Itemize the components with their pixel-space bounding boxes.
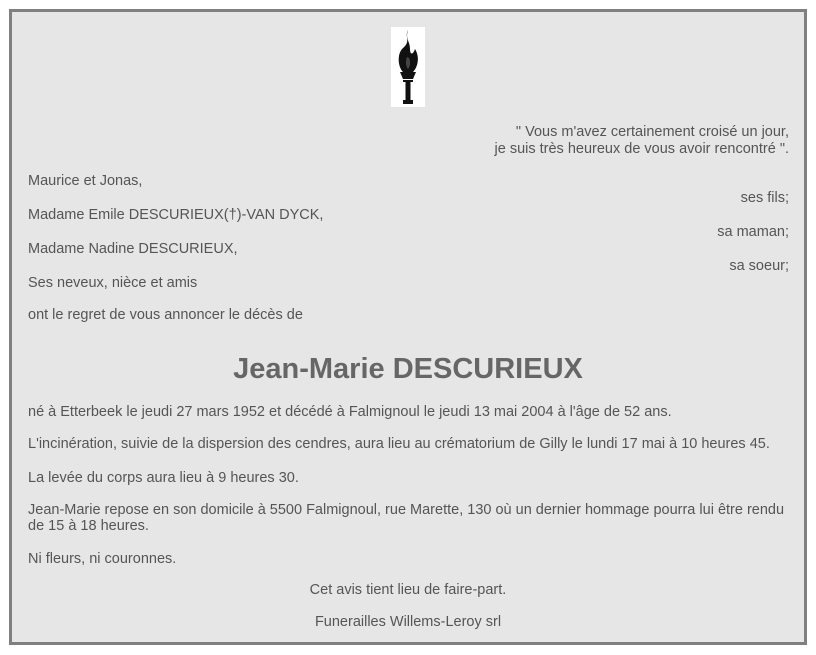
cremation-text: L'incinération, suivie de la dispersion des cendres, aura lieu au crématorium de Gilly le lundi 17 mai à 10 heures 45.: [28, 436, 770, 452]
flowers-text: Ni fleurs, ni couronnes.: [28, 551, 177, 567]
funeral-home-text: Funerailles Willems-Leroy srl: [314, 614, 502, 630]
birth-death-text: né à Etterbeek le jeudi 27 mars 1952 et décédé à Falmignoul le jeudi 13 mai 2004 à l'âge de 52 ans.: [28, 404, 672, 420]
family-relation-2: sa maman;: [717, 224, 789, 240]
family-relation-3: sa soeur;: [729, 258, 789, 274]
announcement-text: ont le regret de vous annoncer le décès de: [28, 307, 303, 323]
obituary-card: [9, 9, 807, 645]
quote-line-1: " Vous m'avez certainement croisé un jour,: [515, 124, 789, 140]
notice-text: Cet avis tient lieu de faire-part.: [309, 582, 507, 598]
family-name-1: Maurice et Jonas,: [28, 173, 143, 189]
repose-text-line-2: de 15 à 18 heures.: [28, 518, 149, 534]
family-name-3: Madame Nadine DESCURIEUX,: [28, 241, 238, 257]
repose-text-line-1: Jean-Marie repose en son domicile à 5500 Falmignoul, rue Marette, 130 où un dernier hommage pourra lui être rendu: [28, 502, 785, 518]
quote-line-2: je suis très heureux de vous avoir rencontré ".: [494, 141, 789, 157]
body-lift-text: La levée du corps aura lieu à 9 heures 30.: [28, 470, 299, 486]
family-name-4: Ses neveux, nièce et amis: [28, 275, 198, 291]
deceased-name: Jean-Marie DESCURIEUX: [233, 353, 583, 385]
family-relation-1: ses fils;: [740, 190, 789, 206]
torch-icon: [391, 27, 425, 107]
family-name-2: Madame Emile DESCURIEUX(†)-VAN DYCK,: [28, 207, 324, 223]
